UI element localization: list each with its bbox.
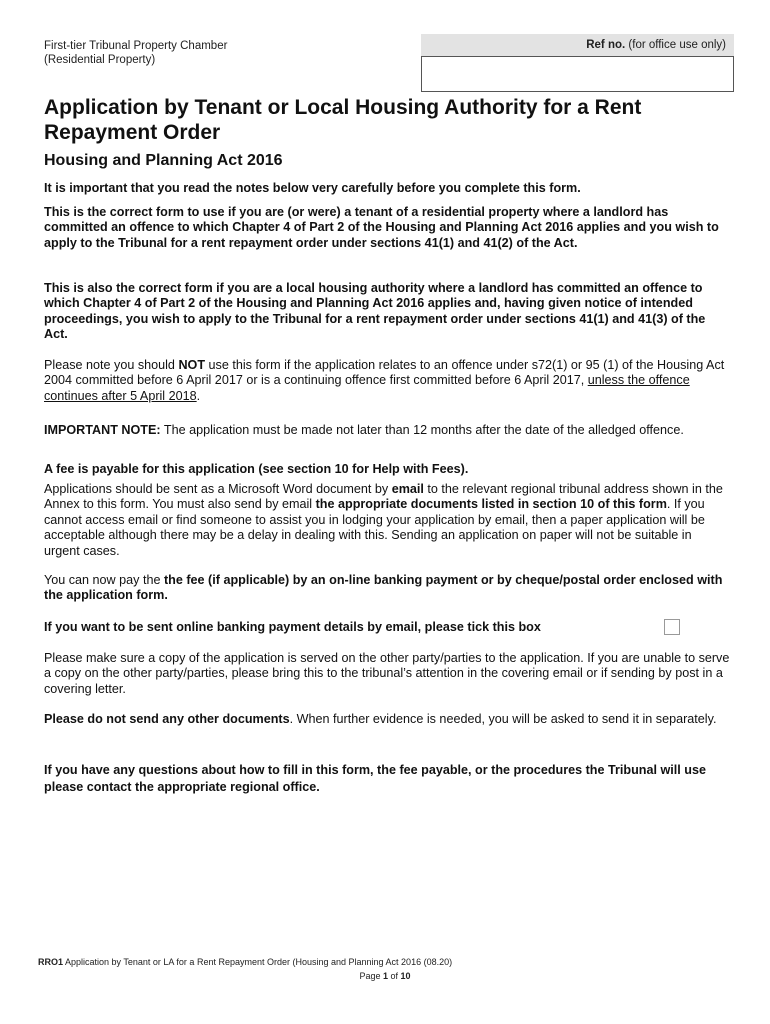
submission-documents-bold: the appropriate documents listed in section 10 of this form bbox=[315, 497, 667, 512]
payment-method-paragraph bbox=[44, 573, 730, 604]
online-banking-checkbox[interactable] bbox=[664, 619, 680, 635]
exclusion-underlined-text: unless the offence continues after 5 April 2018 bbox=[44, 373, 690, 403]
ref-no-label-note: (for office use only) bbox=[625, 39, 726, 51]
submission-text-middle: to the relevant regional tribunal address shown in the Annex to this form. You must also send by email bbox=[44, 482, 723, 512]
no-other-documents-bold: Please do not send any other documents bbox=[44, 712, 290, 726]
contact-office-paragraph: If you have any questions about how to fill in this form, the fee payable, or the procedures the Tribunal will use please contact the appropriate regional office. bbox=[44, 763, 706, 794]
form-code: RRO1 bbox=[38, 957, 64, 967]
tribunal-division: (Residential Property) bbox=[44, 54, 156, 66]
tenant-eligibility-paragraph: This is the correct form to use if you are (or were) a tenant of a residential property where a landlord has committed an offence to which Chapter 4 of Part 2 of the Housing and Planning Act 2016 applies and you wish to apply to the Tribunal for a rent repayment order under sections 41(1) and 41(2) of the Act. bbox=[44, 205, 719, 250]
form-title: Application by Tenant or Local Housing Authority for a Rent Repayment Order bbox=[44, 96, 642, 144]
online-banking-request-label: If you want to be sent online banking payment details by email, please tick this box bbox=[44, 620, 541, 634]
service-of-copy-paragraph: Please make sure a copy of the application is served on the other party/parties to the application. If you are unable to serve a copy on the other party/parties, please bring this to the tribunal’s attention in the covering email or if sending by post in a covering letter. bbox=[44, 651, 730, 696]
page-number bbox=[0, 971, 770, 981]
ref-no-label bbox=[421, 34, 734, 56]
exclusion-text-start: Please note you should bbox=[44, 358, 179, 372]
important-note-text: The application must be made not later than 12 months after the date of the alledged offence. bbox=[160, 423, 684, 437]
submission-email-bold: email bbox=[391, 482, 424, 496]
authority-eligibility-paragraph: This is also the correct form if you are a local housing authority where a landlord has committed an offence to which Chapter 4 of Part 2 of the Housing and Planning Act 2016 applies and, having given notice of intended proceedings, you wish to apply to the Tribunal for a rent repayment order under sections 41(1) and 41(3) of the Act. bbox=[44, 281, 706, 342]
important-note-label: IMPORTANT NOTE: bbox=[44, 423, 161, 437]
exclusion-text-middle: use this form if the application relates to an offence under s72(1) or 95 (1) of the Housing Act 2004 committed before 6 April 2017 or is a continuing offence first committed before 6 April 2017, bbox=[44, 358, 725, 388]
fee-notice: A fee is payable for this application (see section 10 for Help with Fees). bbox=[44, 462, 469, 476]
important-note-paragraph bbox=[44, 423, 730, 438]
payment-text-start: You can now pay the bbox=[44, 573, 164, 587]
page-of: of bbox=[388, 971, 401, 981]
no-other-documents-text: . When further evidence is needed, you will be asked to send it in separately. bbox=[289, 712, 717, 726]
submission-instructions-paragraph bbox=[44, 482, 730, 559]
submission-text-end: . If you cannot access email or find someone to assist you in lodging your application by email, then a paper application will be acceptable although there may be a delay in dealing with this. Sending an application on paper will not be suitable in urgent cases. bbox=[44, 497, 705, 558]
form-footer bbox=[38, 957, 452, 967]
form-footer-text: Application by Tenant or LA for a Rent Repayment Order (Housing and Planning Act 2016 (08.20) bbox=[63, 957, 453, 967]
ref-no-field[interactable] bbox=[421, 56, 734, 92]
page-prefix: Page bbox=[359, 971, 383, 981]
tribunal-header bbox=[44, 39, 227, 67]
form-subtitle: Housing and Planning Act 2016 bbox=[44, 152, 283, 169]
tribunal-name: First-tier Tribunal Property Chamber bbox=[44, 40, 228, 52]
exclusion-note-paragraph bbox=[44, 358, 730, 404]
page-total: 10 bbox=[400, 971, 411, 981]
no-other-documents-paragraph bbox=[44, 712, 730, 727]
submission-text-start: Applications should be sent as a Microsoft Word document by bbox=[44, 482, 392, 496]
page-current: 1 bbox=[382, 971, 388, 981]
payment-text-bold: the fee (if applicable) by an on-line banking payment or by cheque/postal order enclosed with the application form. bbox=[44, 573, 723, 603]
exclusion-text-end: . bbox=[196, 388, 201, 403]
ref-no-label-bold: Ref no. bbox=[586, 39, 626, 51]
exclusion-not: NOT bbox=[178, 358, 206, 372]
intro-notice: It is important that you read the notes below very carefully before you complete this form. bbox=[44, 181, 581, 195]
